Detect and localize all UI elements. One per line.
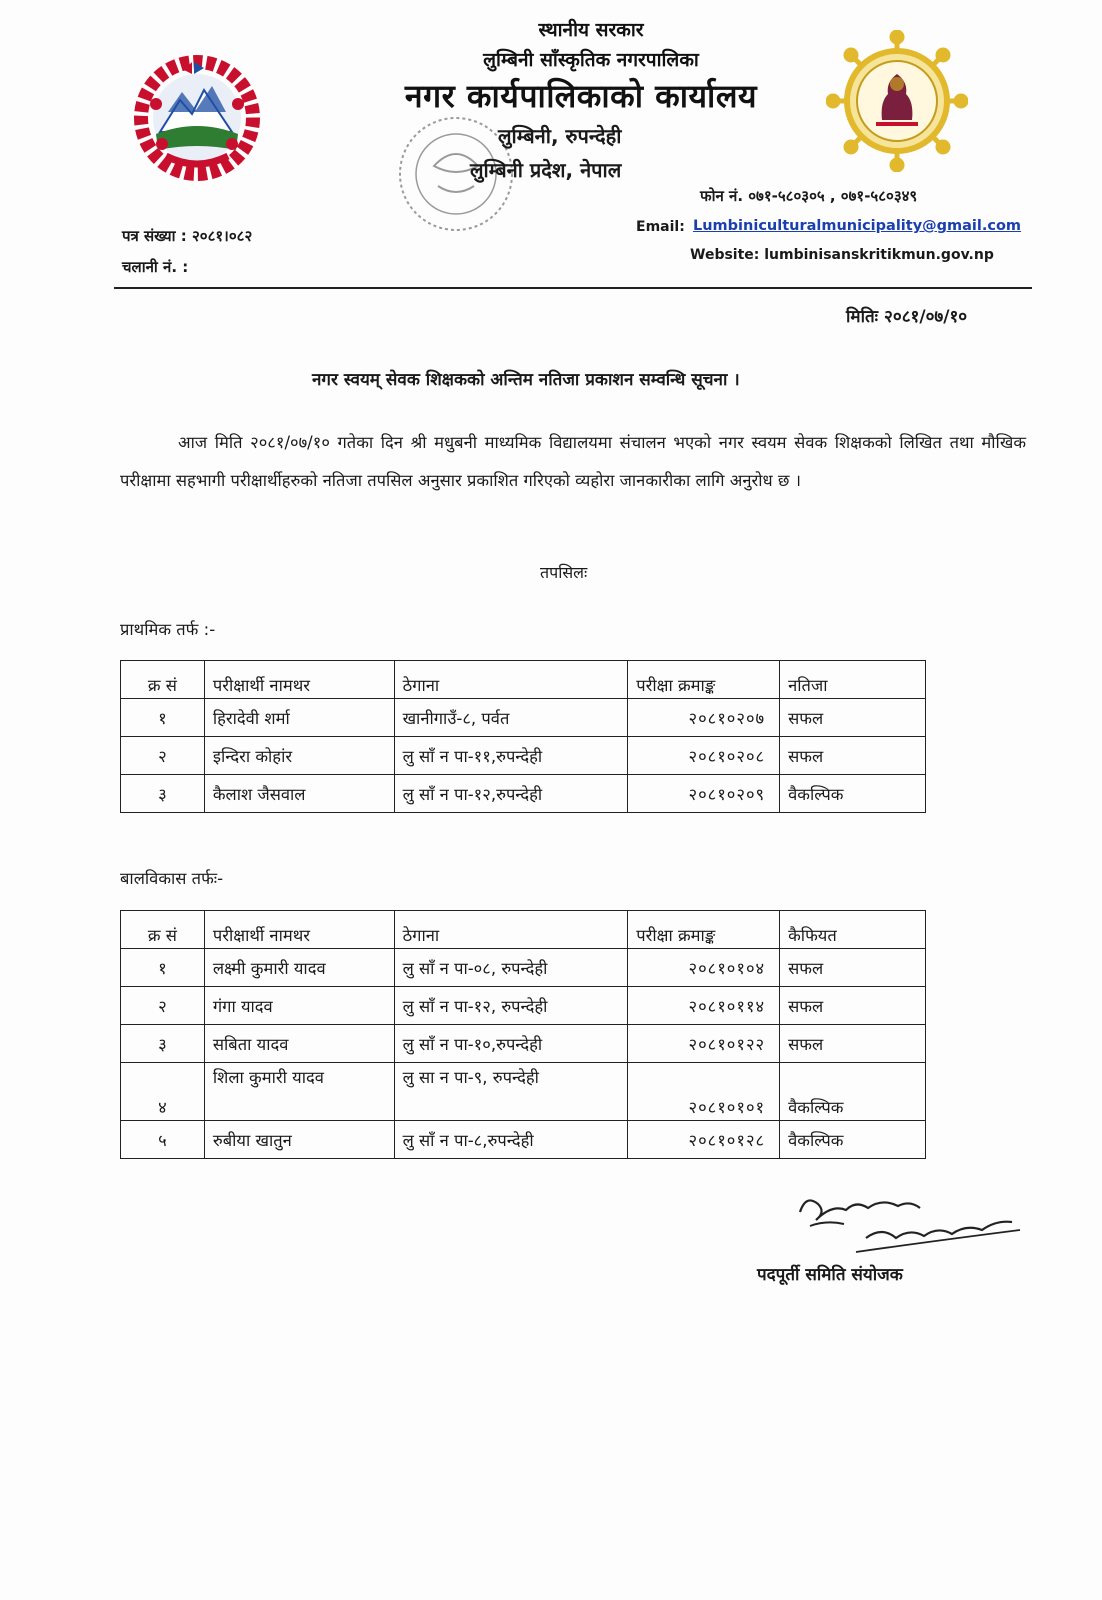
column-header-serial: क्र सं	[121, 911, 205, 949]
cell-serial: ३	[121, 775, 205, 813]
cell-remarks: वैकल्पिक	[780, 1121, 926, 1159]
table-row	[121, 1025, 926, 1063]
table-row	[121, 775, 926, 813]
cell-result: वैकल्पिक	[780, 775, 926, 813]
cell-roll-number: २०८१०१२८	[628, 1121, 780, 1159]
table-row	[121, 987, 926, 1025]
header-address-province: लुम्बिनी प्रदेश, नेपाल	[470, 158, 622, 182]
cell-name: कैलाश जैसवाल	[204, 775, 394, 813]
cell-name: गंगा यादव	[204, 987, 394, 1025]
cell-remarks: वैकल्पिक	[780, 1063, 926, 1121]
office-phone: फोन नं. ०७१-५८०३०५ , ०७१-५८०३४९	[700, 187, 918, 205]
table-header-row	[121, 661, 926, 699]
column-header-address: ठेगाना	[394, 911, 628, 949]
header-address-city: लुम्बिनी, रुपन्देही	[498, 124, 622, 148]
column-header-address: ठेगाना	[394, 661, 628, 699]
cell-remarks: सफल	[780, 987, 926, 1025]
cell-address: लु सॉं न पा-११,रुपन्देही	[394, 737, 628, 775]
table-row	[121, 737, 926, 775]
cell-name: शिला कुमारी यादव	[204, 1063, 394, 1121]
table-header-row	[121, 911, 926, 949]
cell-address: लु सॉं न पा-१०,रुपन्देही	[394, 1025, 628, 1063]
primary-section-title: प्राथमिक तर्फ :-	[120, 620, 216, 639]
office-website: Website: lumbinisanskritikmun.gov.np	[690, 247, 994, 263]
cell-serial: २	[121, 737, 205, 775]
cell-roll-number: २०८१०१०१	[628, 1063, 780, 1121]
column-header-roll-number: परीक्षा क्रमाङ्क	[628, 911, 780, 949]
cell-name: लक्ष्मी कुमारी यादव	[204, 949, 394, 987]
column-header-result: नतिजा	[780, 661, 926, 699]
header-government-line: स्थानीय सरकार	[538, 19, 644, 41]
cell-name: सबिता यादव	[204, 1025, 394, 1063]
table-row	[121, 699, 926, 737]
cell-roll-number: २०८१०१२२	[628, 1025, 780, 1063]
primary-results-table	[120, 660, 926, 813]
email-label: Email:	[636, 219, 685, 235]
cell-address: लु सा न पा-९, रुपन्देही	[394, 1063, 628, 1121]
office-email-link[interactable]: Lumbiniculturalmunicipality@gmail.com	[693, 218, 1022, 234]
cell-roll-number: २०८१०११४	[628, 987, 780, 1025]
column-header-remarks: कैफियत	[780, 911, 926, 949]
cell-roll-number: २०८१०१०४	[628, 949, 780, 987]
cell-name: हिरादेवी शर्मा	[204, 699, 394, 737]
table-row	[121, 949, 926, 987]
dispatch-number: चलानी नं. :	[122, 258, 189, 276]
header-office-title: नगर कार्यपालिकाको कार्यालय	[404, 77, 758, 115]
column-header-roll-number: परीक्षा क्रमाङ्क	[628, 661, 780, 699]
column-header-name: परीक्षार्थी नामथर	[204, 911, 394, 949]
signatory-title: पदपूर्ती समिति संयोजक	[757, 1265, 903, 1285]
cell-roll-number: २०८१०२०८	[628, 737, 780, 775]
letter-reference-number: पत्र संख्या : २०८१।०८२	[122, 227, 253, 245]
cell-address: लु सॉं न पा-१२,रुपन्देही	[394, 775, 628, 813]
cell-name: इन्दिरा कोहांर	[204, 737, 394, 775]
handwritten-signature-icon	[786, 1190, 1026, 1260]
cell-address: खानीगाउँ-८, पर्वत	[394, 699, 628, 737]
table-row	[121, 1121, 926, 1159]
cell-address: लु सॉं न पा-१२, रुपन्देही	[394, 987, 628, 1025]
notice-subject: नगर स्वयम् सेवक शिक्षकको अन्तिम नतिजा प्रकाशन सम्वन्धि सूचना ।	[312, 370, 740, 390]
child-development-section-title: बालविकास तर्फः-	[120, 869, 224, 888]
cell-roll-number: २०८१०२०९	[628, 775, 780, 813]
notice-date: मितिः २०८१/०७/१०	[846, 307, 968, 327]
cell-roll-number: २०८१०२०७	[628, 699, 780, 737]
cell-serial: १	[121, 949, 205, 987]
cell-remarks: सफल	[780, 1025, 926, 1063]
cell-result: सफल	[780, 699, 926, 737]
details-heading: तपसिलः	[540, 563, 588, 582]
cell-address: लु सॉं न पा-०८, रुपन्देही	[394, 949, 628, 987]
header-divider	[114, 287, 1032, 289]
notice-body: आज मिति २०८१/०७/१० गतेका दिन श्री मधुबनी माध्यमिक विद्यालयमा संचालन भएको नगर स्वयम सेवक शिक्षकको लिखित तथा मौखिक परीक्षामा सहभागी परीक्षार्थीहरुको नतिजा तपसिल अनुसार प्रकाशित गरिएको व्यहोरा जानकारीका लागि अनुरोध छ ।	[120, 433, 1026, 490]
cell-serial: ५	[121, 1121, 205, 1159]
cell-address: लु सॉं न पा-८,रुपन्देही	[394, 1121, 628, 1159]
table-row	[121, 1063, 926, 1121]
cell-name: रुबीया खातुन	[204, 1121, 394, 1159]
cell-result: सफल	[780, 737, 926, 775]
child-development-results-table	[120, 910, 926, 1159]
column-header-name: परीक्षार्थी नामथर	[204, 661, 394, 699]
cell-serial: ३	[121, 1025, 205, 1063]
column-header-serial: क्र सं	[121, 661, 205, 699]
cell-serial: २	[121, 987, 205, 1025]
municipality-logo-icon	[826, 30, 968, 172]
cell-serial: १	[121, 699, 205, 737]
cell-serial: ४	[121, 1063, 205, 1121]
header-municipality-name: लुम्बिनी साँस्कृतिक नगरपालिका	[483, 49, 699, 71]
cell-remarks: सफल	[780, 949, 926, 987]
